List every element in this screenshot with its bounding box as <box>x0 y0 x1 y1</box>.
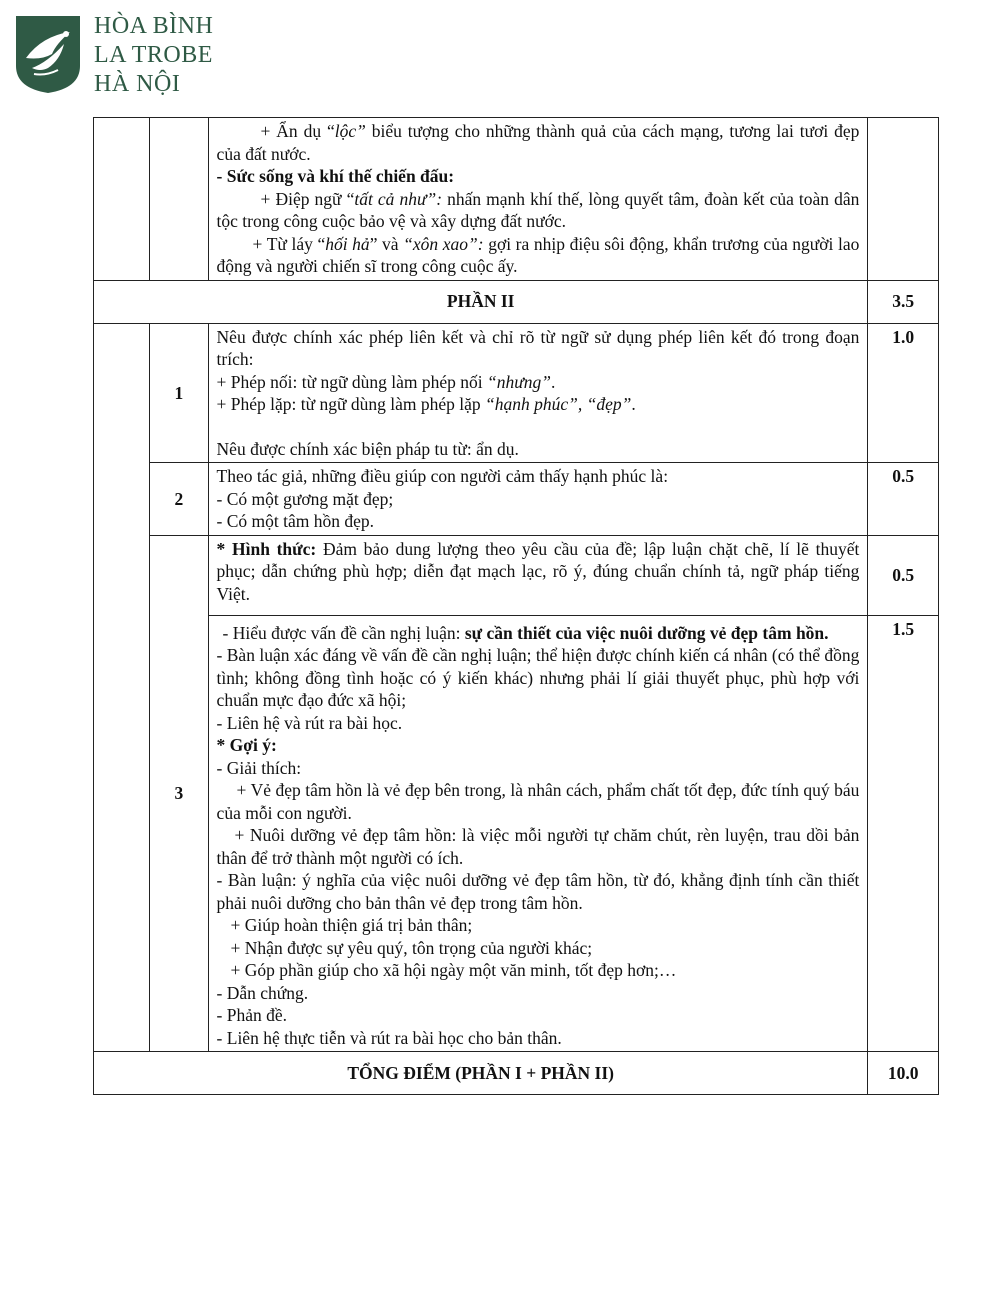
text: - Liên hệ thực tiễn và rút ra bài học cho bản thân. <box>216 1027 562 1048</box>
bird-leaf-shield-icon <box>12 14 84 94</box>
section-row <box>94 280 939 323</box>
text: - Dẫn chứng. <box>216 982 309 1003</box>
brand-line: HÒA BÌNH <box>94 13 214 39</box>
question-number: 3 <box>150 535 208 1052</box>
answer-content-cell <box>208 615 868 1052</box>
text: + Phép nối: từ ngữ dùng làm phép nối <box>216 371 487 392</box>
text: lộc” <box>334 121 366 141</box>
text: Đảm bảo dung lượng theo yêu cầu của đề; lập luận chặt chẽ, lí lẽ thuyết phục; dẫn chứng phù hợp; diễn đạt mạch lạc, rõ ý, đúng chuẩn chính tả, ngữ pháp tiếng Việt. <box>216 538 860 604</box>
text: + Góp phần giúp cho xã hội ngày một văn minh, tốt đẹp hơn;… <box>230 960 677 980</box>
empty-cell <box>94 323 150 1052</box>
text: - Bàn luận: ý nghĩa của việc nuôi dưỡng vẻ đẹp tâm hồn, từ đó, khẳng định tính cần thiết phải nuôi dưỡng cho bản thân vẻ đẹp trong tâm hồn. <box>216 870 860 913</box>
score: 1.0 <box>868 323 939 463</box>
page-header <box>12 14 213 99</box>
text: biểu tượng cho những thành quả của cách mạng, tương lai tươi đẹp của đất nước. <box>216 121 860 164</box>
text: * Hình thức: <box>216 538 317 559</box>
score: 0.5 <box>868 535 939 615</box>
answer-content-cell <box>208 323 868 463</box>
text: hối hả <box>325 233 370 254</box>
text: ” và <box>369 233 404 254</box>
text: sự cần thiết của việc nuôi dưỡng vẻ đẹp tâm hồn. <box>464 622 829 643</box>
question-number: 2 <box>150 463 208 536</box>
text: - Hiểu được vấn đề cần nghị luận: <box>222 622 465 643</box>
total-row <box>94 1052 939 1095</box>
text: + Nuôi dưỡng vẻ đẹp tâm hồn: là việc mỗi người tự chăm chút, rèn luyện, trau dồi bản thân để trở thành một người có ích. <box>216 825 860 868</box>
text: + Nhận được sự yêu quý, tôn trọng của người khác; <box>230 937 593 958</box>
text: nhấn mạnh khí thế, lòng quyết tâm, đoàn kết của toàn dân tộc trong công cuộc bảo vệ và xây dựng đất nước. <box>216 188 860 231</box>
answer-key-table <box>93 117 939 1095</box>
text: “xôn xao”: <box>403 233 484 254</box>
section-title: PHẦN II <box>94 280 868 323</box>
text: - Bàn luận xác đáng về vấn đề cần nghị luận; thể hiện được chính kiến cá nhân (có thể đồng tình; không đồng tình hoặc có ý kiến khác) nhưng phải lí giải thuyết phục, phù hợp với chuẩn mực đạo đức xã hội; <box>216 645 860 710</box>
text: - Liên hệ và rút ra bài học. <box>216 712 403 733</box>
brand-name <box>94 12 213 99</box>
text: . <box>550 371 556 392</box>
text: - Có một gương mặt đẹp; <box>216 488 394 509</box>
empty-cell <box>94 118 150 281</box>
brand-line: LA TROBE <box>94 42 213 68</box>
text: - Giải thích: <box>216 757 302 778</box>
text: Nêu được chính xác biện pháp tu từ: ẩn dụ. <box>216 438 519 459</box>
text: “nhưng” <box>486 371 551 392</box>
table-row <box>94 615 939 1052</box>
answer-content-cell <box>208 535 868 615</box>
question-number: 1 <box>150 323 208 463</box>
text: “hạnh phúc”, “đẹp” <box>485 394 632 414</box>
text: - Phản đề. <box>216 1005 288 1025</box>
score: 0.5 <box>868 463 939 536</box>
text: + Phép lặp: từ ngữ dùng làm phép lặp <box>216 394 486 414</box>
question-number-cell <box>150 118 208 281</box>
text: Nêu được chính xác phép liên kết và chỉ rõ từ ngữ sử dụng phép liên kết đó trong đoạn trích: <box>216 326 860 369</box>
text: - Có một tâm hồn đẹp. <box>216 511 375 531</box>
total-score: 10.0 <box>868 1052 939 1095</box>
text: * Gợi ý: <box>216 735 277 755</box>
text: tất cả như”: <box>354 188 443 209</box>
score: 1.5 <box>868 615 939 1052</box>
total-title: TỔNG ĐIỂM (PHẦN I + PHẦN II) <box>94 1052 868 1095</box>
table-row <box>94 463 939 536</box>
text: + Vẻ đẹp tâm hồn là vẻ đẹp bên trong, là nhân cách, phẩm chất tốt đẹp, đức tính quý báu của mỗi con người. <box>216 780 860 823</box>
text: - Sức sống và khí thế chiến đấu: <box>216 166 455 186</box>
answer-content-cell <box>208 118 868 281</box>
text: . <box>631 394 636 414</box>
brand-line: HÀ NỘI <box>94 71 181 97</box>
text: + Từ láy “ <box>252 233 326 254</box>
text: Theo tác giả, những điều giúp con người cảm thấy hạnh phúc là: <box>216 466 669 486</box>
text: gợi ra nhịp điệu sôi động, khẩn trương của người lao động và người chiến sĩ trong công cuộc ấy. <box>216 233 860 276</box>
table-row <box>94 535 939 615</box>
score-cell <box>868 118 939 281</box>
answer-content-cell <box>208 463 868 536</box>
text: + Điệp ngữ “ <box>260 188 355 209</box>
table-row <box>94 323 939 463</box>
table-row <box>94 118 939 281</box>
text: + Giúp hoàn thiện giá trị bản thân; <box>230 915 473 935</box>
text: + Ẩn dụ “ <box>260 121 335 141</box>
section-score: 3.5 <box>868 280 939 323</box>
